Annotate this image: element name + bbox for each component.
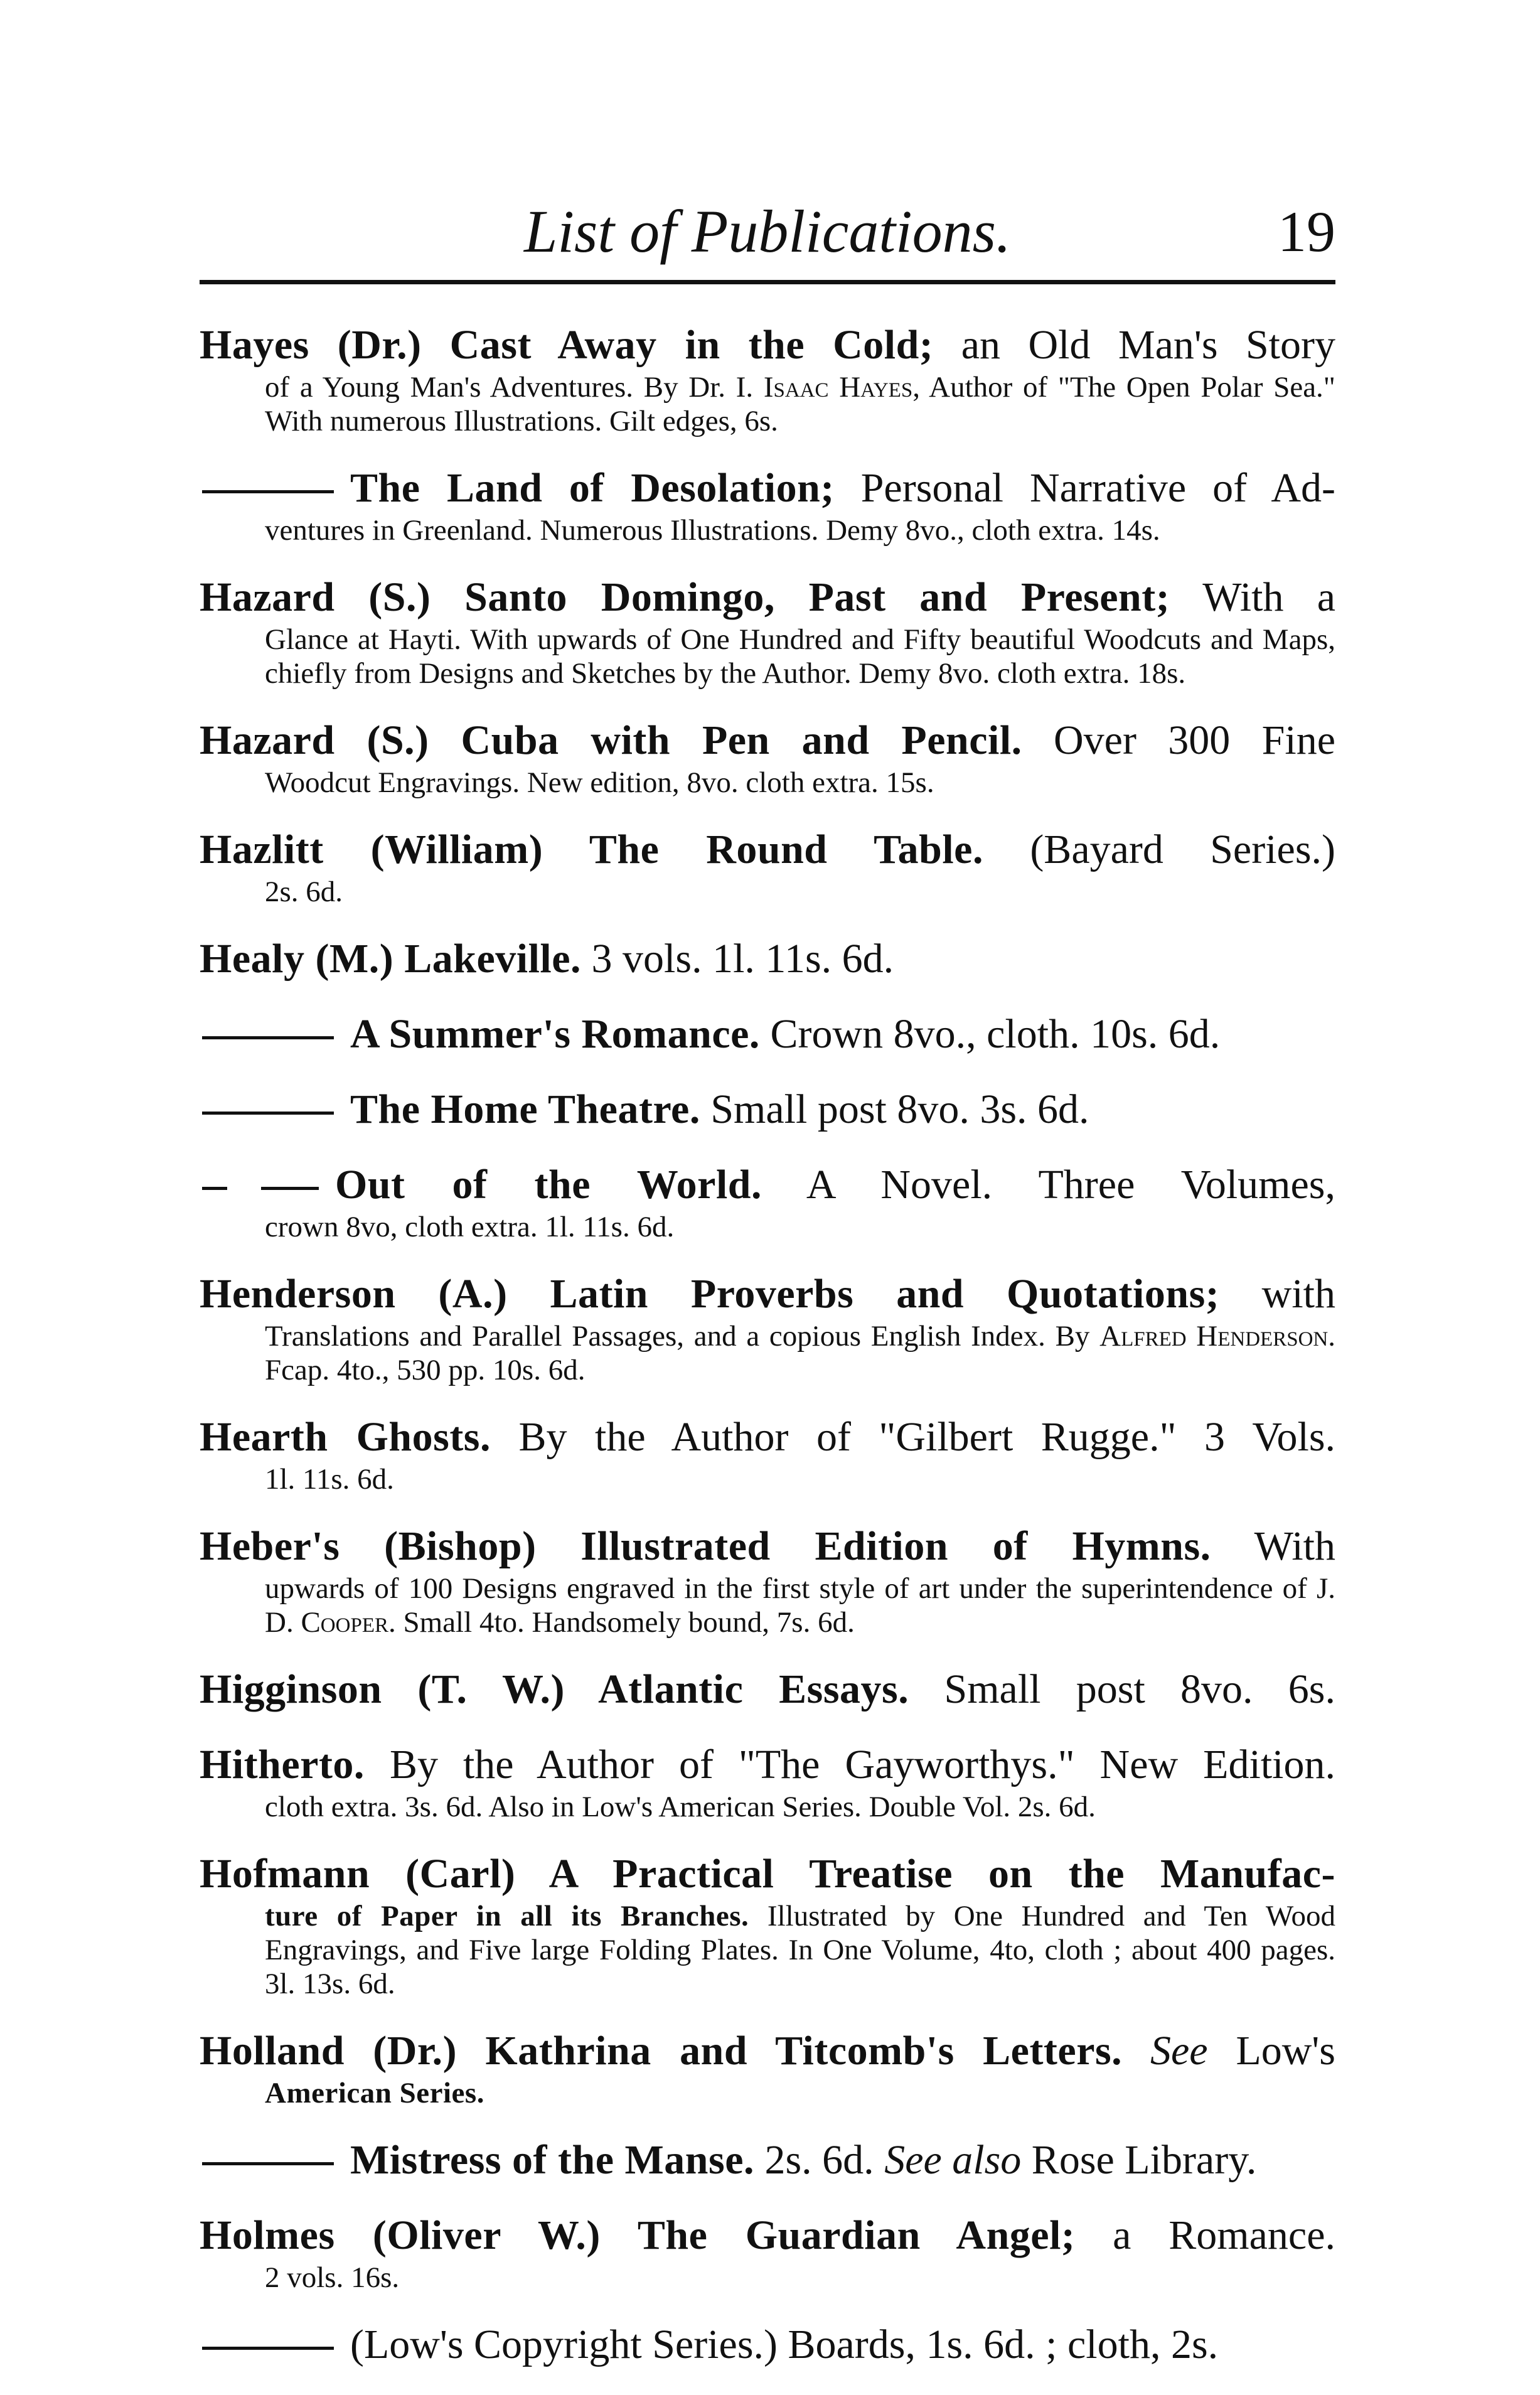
entry-lead-text: With (1211, 1523, 1335, 1569)
entry-lead-text: Small post 8vo. 6s. (909, 1666, 1335, 1712)
entry-desc-tail: . Fcap. 4to., 530 pp. 10s. 6d. (265, 1320, 1335, 1386)
entry-author-name: Alfred Henderson (1099, 1320, 1329, 1353)
list-item (200, 1521, 1335, 1639)
entry-description: cloth extra. 3s. 6d. Also in Low's American Series. Double Vol. 2s. 6d. (265, 1791, 1096, 1823)
entry-heading: Henderson (A.) Latin Proverbs and Quotations; (200, 1271, 1220, 1317)
entry-lead-text: a Romance. (1075, 2212, 1335, 2258)
list-item (200, 1412, 1335, 1496)
publication-list (200, 320, 1335, 2395)
list-item (200, 1269, 1335, 1387)
entry-heading: The Land of Desolation; (350, 465, 835, 511)
entry-description (200, 2076, 1335, 2110)
entry-lead (200, 463, 1335, 513)
entry-heading: Hazard (S.) Cuba with Pen and Pencil. (200, 717, 1022, 763)
entry-heading: Hitherto. (200, 1742, 365, 1787)
list-item (200, 572, 1335, 690)
entry-heading: Heber's (Bishop) Illustrated Edition of Hymns. (200, 1523, 1211, 1569)
entry-heading: Out of the World. (335, 1162, 762, 1208)
entry-heading: Hearth Ghosts. (200, 1414, 491, 1460)
entry-lead-text: (Low's Copyright Series.) Boards, 1s. 6d. ; cloth, 2s. (350, 2322, 1219, 2367)
list-item (200, 1849, 1335, 2001)
entry-lead (200, 572, 1335, 623)
list-item (200, 1009, 1335, 1059)
list-item (200, 1664, 1335, 1715)
list-item (200, 2320, 1335, 2370)
entry-lead (200, 2320, 1335, 2370)
entry-lead-text: Personal Narrative of Ad- (834, 465, 1335, 511)
entry-lead (200, 320, 1335, 370)
list-item (200, 2026, 1335, 2110)
entry-lead-text: With a (1170, 574, 1335, 620)
entry-lead (200, 715, 1335, 766)
entry-lead (200, 2210, 1335, 2261)
ditto-dash (261, 1187, 319, 1190)
entry-lead (200, 1085, 1335, 1135)
entry-lead-text: 3 vols. 1l. 11s. 6d. (581, 936, 894, 982)
entry-heading: Hofmann (Carl) A Practical Treatise on the Manufac- (200, 1851, 1335, 1897)
entry-desc-text: upwards of 100 Designs engraved in the first style of art under the superintendence of J. D. (265, 1572, 1335, 1639)
entry-desc-heading: American Series. (265, 2077, 484, 2109)
entry-description (200, 1572, 1335, 1639)
ditto-dash (202, 1187, 227, 1190)
entry-heading: Healy (M.) Lakeville. (200, 936, 582, 982)
entry-heading: Mistress of the Manse. (350, 2137, 754, 2183)
entry-lead (200, 2026, 1335, 2076)
entry-lead-text: with (1219, 1271, 1335, 1317)
entry-lead-text: Small post 8vo. 3s. 6d. (700, 1086, 1089, 1132)
entry-lead (200, 1412, 1335, 1462)
entry-desc-tail: , Author of "The Open Polar Sea." With numerous Illustrations. Gilt edges, 6s. (265, 371, 1335, 437)
list-item (200, 2135, 1335, 2185)
entry-lead-text: A Novel. Three Volumes, (762, 1162, 1335, 1208)
entry-heading: Hazard (S.) Santo Domingo, Past and Present; (200, 574, 1170, 620)
list-item (200, 2210, 1335, 2295)
entry-lead (200, 1664, 1335, 1715)
ditto-dash (202, 490, 334, 493)
entry-desc-heading: ture of Paper in all its Branches. (265, 1900, 749, 1932)
list-item (200, 715, 1335, 800)
running-header (200, 188, 1335, 282)
entry-lead-text: Crown 8vo., cloth. 10s. 6d. (759, 1011, 1221, 1057)
entry-description (200, 370, 1335, 438)
list-item (200, 825, 1335, 909)
entry-lead (200, 1269, 1335, 1319)
entry-lead (200, 1009, 1335, 1059)
list-item (200, 1160, 1335, 1244)
entry-description: crown 8vo, cloth extra. 1l. 11s. 6d. (265, 1211, 675, 1243)
entry-lead (200, 825, 1335, 875)
entry-heading: The Home Theatre. (350, 1086, 700, 1132)
running-title: List of Publications. (523, 198, 1012, 265)
entry-heading: Holland (Dr.) Kathrina and Titcomb's Letters. (200, 2028, 1123, 2074)
entry-lead-text: an Old Man's Story (933, 322, 1335, 368)
list-item (200, 463, 1335, 547)
entry-see-reference: See (1122, 2028, 1208, 2074)
entry-lead (200, 934, 1335, 984)
entry-description (200, 1899, 1335, 2001)
entry-description: 2 vols. 16s. (265, 2261, 400, 2294)
entry-description (200, 1319, 1335, 1387)
entry-author-name: Isaac Hayes (763, 371, 913, 404)
entry-lead (200, 1740, 1335, 1790)
entry-description: ventures in Greenland. Numerous Illustrations. Demy 8vo., cloth extra. 14s. (265, 514, 1160, 547)
entry-lead (200, 1521, 1335, 1572)
entry-lead-text: 2s. 6d. (754, 2137, 874, 2183)
entry-lead (200, 1160, 1335, 1210)
entry-lead (200, 1849, 1335, 1899)
entry-desc-text: Illustrated by One Hundred and Ten Wood Engravings, and Five large Folding Plates. In One Volume, 4to, cloth ; about 400 pages. 3l. 13s. 6d. (265, 1900, 1335, 2000)
ditto-dash (202, 2347, 334, 2350)
list-item (200, 1085, 1335, 1135)
entry-lead-text: Low's (1207, 2028, 1335, 2074)
list-item (200, 320, 1335, 438)
entry-lead-text: By the Author of "Gilbert Rugge." 3 Vols. (491, 1414, 1335, 1460)
entry-desc-text: Translations and Parallel Passages, and a copious English Index. By (265, 1320, 1100, 1353)
entry-heading: A Summer's Romance. (350, 1011, 760, 1057)
entry-see-reference: See also (874, 2137, 1022, 2183)
entry-heading: Hayes (Dr.) Cast Away in the Cold; (200, 322, 934, 368)
list-item (200, 1740, 1335, 1824)
ditto-dash (202, 1112, 334, 1115)
list-item (200, 934, 1335, 984)
page-number: 19 (1278, 200, 1335, 264)
entry-lead-text: By the Author of "The Gayworthys." New Edition. (364, 1742, 1335, 1787)
ditto-dash (202, 1036, 334, 1039)
entry-lead-tail: Rose Library. (1021, 2137, 1257, 2183)
entry-heading: Holmes (Oliver W.) The Guardian Angel; (200, 2212, 1076, 2258)
entry-lead-text: (Bayard Series.) (983, 827, 1336, 872)
entry-desc-tail: . Small 4to. Handsomely bound, 7s. 6d. (388, 1606, 855, 1639)
header-rule (200, 280, 1335, 284)
entry-description: 1l. 11s. 6d. (265, 1463, 394, 1496)
entry-lead-text: Over 300 Fine (1022, 717, 1335, 763)
entry-author-name: Cooper (301, 1606, 388, 1639)
entry-description: Woodcut Engravings. New edition, 8vo. cloth extra. 15s. (265, 766, 934, 799)
entry-heading: Higginson (T. W.) Atlantic Essays. (200, 1666, 909, 1712)
entry-lead (200, 2135, 1335, 2185)
ditto-dash (202, 2162, 334, 2165)
entry-description: Glance at Hayti. With upwards of One Hundred and Fifty beautiful Woodcuts and Maps, chiefly from Designs and Sketches by the Author. Demy 8vo. cloth extra. 18s. (265, 623, 1335, 690)
entry-heading: Hazlitt (William) The Round Table. (200, 827, 983, 872)
entry-description: 2s. 6d. (265, 876, 343, 908)
entry-desc-text: of a Young Man's Adventures. By Dr. I. (265, 371, 764, 404)
